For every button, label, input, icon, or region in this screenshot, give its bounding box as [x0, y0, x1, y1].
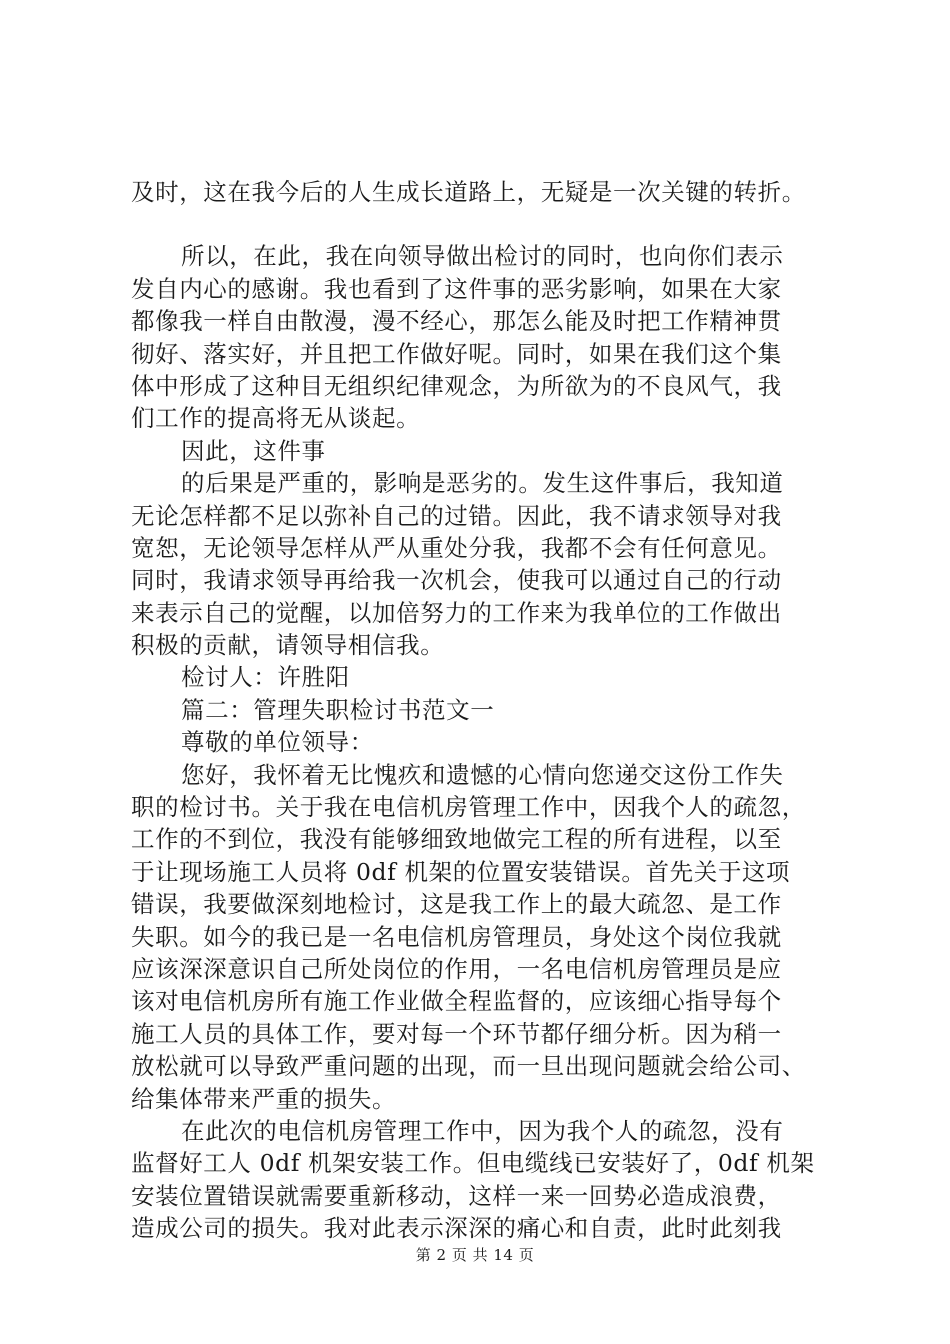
text-line: 同时，我请求领导再给我一次机会，使我可以通过自己的行动 — [131, 566, 782, 595]
text-line: 放松就可以导致严重问题的出现，而一旦出现问题就会给公司、 — [131, 1052, 806, 1081]
text-line: 所以，在此，我在向领导做出检讨的同时，也向你们表示 — [181, 242, 784, 271]
text-line: 彻好、落实好，并且把工作做好呢。同时，如果在我们这个集 — [131, 339, 782, 368]
text-line: 您好，我怀着无比愧疚和遗憾的心情向您递交这份工作失 — [181, 760, 784, 789]
text-line: 造成公司的损失。我对此表示深深的痛心和自责，此时此刻我 — [131, 1214, 782, 1243]
text-line: 积极的贡献，请领导相信我。 — [131, 631, 445, 660]
section-heading: 篇二：管理失职检讨书范文一 — [181, 695, 495, 724]
paragraph-gap — [131, 208, 851, 240]
text-line: 监督好工人 0df 机架安装工作。但电缆线已安装好了，0df 机架 — [131, 1149, 815, 1178]
text-line: 应该深深意识自己所处岗位的作用，一名电信机房管理员是应 — [131, 954, 782, 983]
page-number: 第 2 页 共 14 页 — [415, 1246, 535, 1264]
text-line: 的后果是严重的，影响是恶劣的。发生这件事后，我知道 — [181, 469, 784, 498]
text-line: 及时，这在我今后的人生成长道路上，无疑是一次关键的转折。 — [131, 178, 806, 206]
signature-line: 检讨人：许胜阳 — [181, 663, 350, 692]
text-line: 工作的不到位，我没有能够细致地做完工程的所有进程，以至 — [131, 825, 782, 854]
text-line: 宽恕，无论领导怎样从严从重处分我，我都不会有任何意见。 — [131, 533, 782, 562]
document-body — [131, 176, 851, 1245]
text-line: 给集体带来严重的损失。 — [131, 1084, 397, 1113]
text-line: 发自内心的感谢。我也看到了这件事的恶劣影响，如果在大家 — [131, 274, 782, 303]
text-line: 施工人员的具体工作，要对每一个环节都仔细分析。因为稍一 — [131, 1019, 782, 1048]
salutation: 尊敬的单位领导： — [181, 728, 374, 757]
text-line: 该对电信机房所有施工作业做全程监督的，应该细心指导每个 — [131, 987, 782, 1016]
text-line: 无论怎样都不足以弥补自己的过错。因此，我不请求领导对我 — [131, 501, 782, 530]
text-line: 错误，我要做深刻地检讨，这是我工作上的最大疏忽、是工作 — [131, 890, 782, 919]
text-line: 于让现场施工人员将 0df 机架的位置安装错误。首先关于这项 — [131, 857, 791, 886]
text-line: 安装位置错误就需要重新移动，这样一来一回势必造成浪费， — [131, 1181, 782, 1210]
text-line: 职的检讨书。关于我在电信机房管理工作中，因我个人的疏忽， — [131, 793, 806, 822]
text-line: 在此次的电信机房管理工作中，因为我个人的疏忽，没有 — [181, 1116, 784, 1145]
text-line: 失职。如今的我已是一名电信机房管理员，身处这个岗位我就 — [131, 922, 782, 951]
text-line: 体中形成了这种目无组织纪律观念，为所欲为的不良风气，我 — [131, 371, 782, 400]
text-line: 因此，这件事 — [181, 436, 326, 465]
text-line: 来表示自己的觉醒，以加倍努力的工作来为我单位的工作做出 — [131, 598, 782, 627]
text-line: 都像我一样自由散漫，漫不经心，那怎么能及时把工作精神贯 — [131, 307, 782, 336]
text-line: 们工作的提高将无从谈起。 — [131, 404, 421, 433]
